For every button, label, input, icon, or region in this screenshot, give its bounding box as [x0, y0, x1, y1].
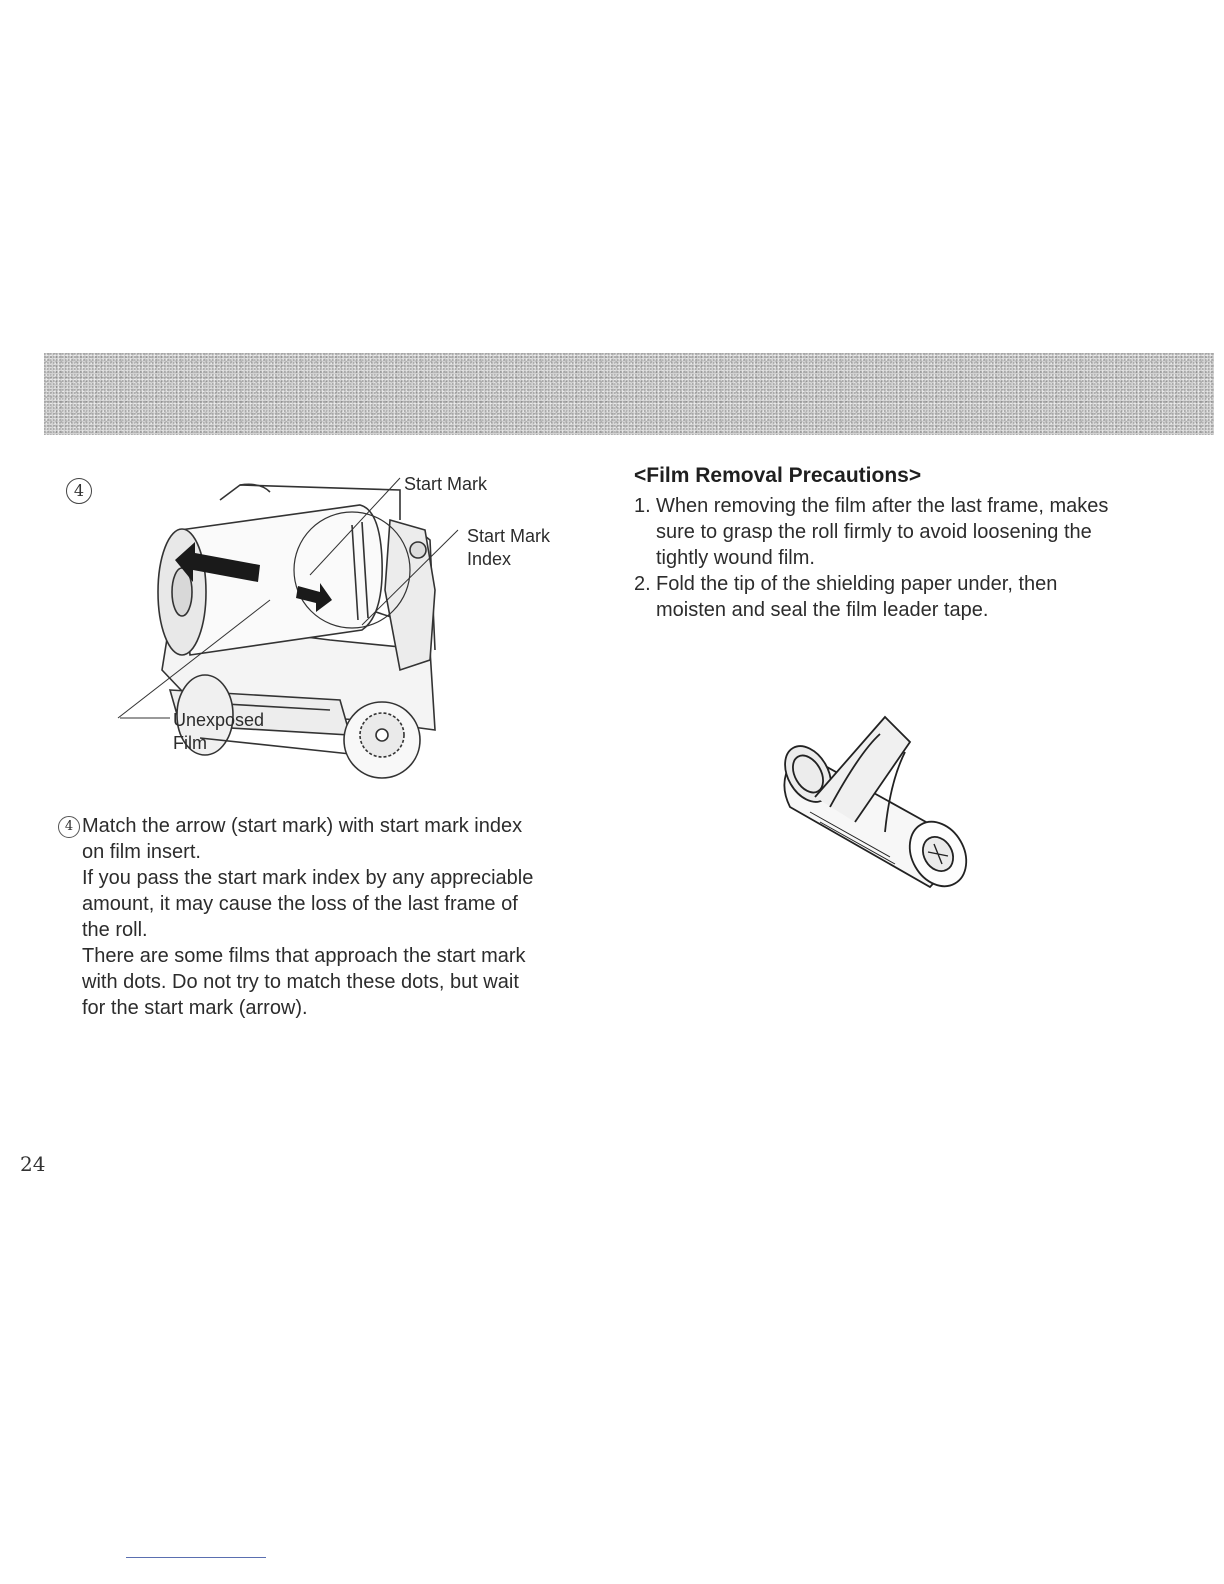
film-removal-precautions — [634, 463, 1174, 623]
instruction-line: amount, it may cause the loss of the last frame of — [82, 893, 518, 915]
instruction-first-line: Match the arrow (start mark) with start mark index — [82, 815, 523, 837]
instruction-line: with dots. Do not try to match these dots, but wait — [82, 971, 519, 993]
unexposed-film-label-line1: Unexposed — [173, 710, 265, 730]
instruction-line: the roll. — [82, 919, 148, 941]
list-item-number: 1. — [634, 495, 651, 517]
instruction-line: on film insert. — [82, 841, 201, 863]
footer-rule — [126, 1557, 266, 1558]
list-item-line: When removing the film after the last frame, makes — [656, 495, 1109, 517]
start-mark-index-label-line2: Index — [467, 549, 512, 569]
start-mark-index-label-line1: Start Mark — [467, 526, 551, 546]
unexposed-film-label-line2: Film — [173, 733, 207, 753]
precautions-title: <Film Removal Precautions> — [634, 464, 922, 487]
list-item — [634, 493, 1174, 571]
instruction-line: If you pass the start mark index by any appreciable — [82, 867, 534, 889]
list-item-line: Fold the tip of the shielding paper under, then — [656, 573, 1058, 595]
step-instructions — [58, 813, 598, 1021]
list-item-line: tightly wound film. — [656, 547, 815, 569]
list-item-line: sure to grasp the roll firmly to avoid loosening the — [656, 521, 1092, 543]
list-item — [634, 571, 1174, 623]
list-item-line: moisten and seal the film leader tape. — [656, 599, 989, 621]
instruction-number-badge: 4 — [58, 816, 80, 838]
step-number-badge: 4 — [66, 478, 92, 504]
start-mark-label: Start Mark — [404, 474, 488, 494]
page-number: 24 — [20, 1152, 46, 1176]
list-item-number: 2. — [634, 573, 651, 595]
precautions-list — [634, 493, 1174, 623]
instruction-line: There are some films that approach the start mark — [82, 945, 526, 967]
sealed-film-roll-illustration — [770, 712, 980, 902]
header-band — [44, 353, 1214, 435]
instruction-line: for the start mark (arrow). — [82, 997, 308, 1019]
film-insert-illustration — [100, 470, 460, 785]
